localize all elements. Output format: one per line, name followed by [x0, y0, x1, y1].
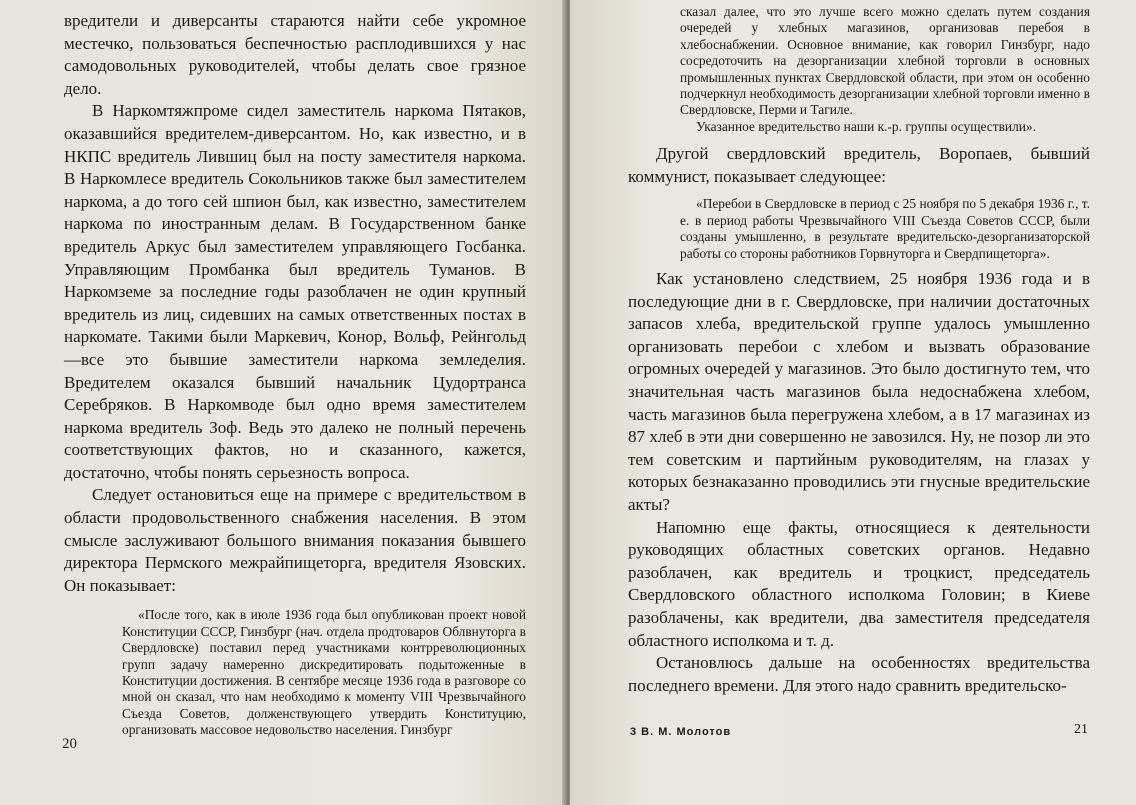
quote-text: «После того, как в июле 1936 года был опубликован проект новой Конституции СССР, Гинзбург (нач. отдела продтоваров Облвнуторга в Свердловске) поставил перед участниками контрреволюционных групп задачу намеренно дискредитировать подытоженные в Конституции достижения. В сентябре месяце 1936 года в разговоре со мной он сказал, что нам необходимо к моменту VIII Чрезвычайного Съезда Советов, долженствующего утвердить Конституцию, организовать массовое недовольство населения. Гинзбург	[122, 607, 526, 738]
block-quote	[680, 196, 1090, 262]
right-page	[570, 0, 1136, 805]
paragraph: вредители и диверсанты стараются найти себе укромное местечко, пользоваться беспечностью расплодившихся у нас самодовольных руководителей, чтобы делать свое грязное дело.	[64, 11, 526, 98]
quote-text: сказал далее, что это лучше всего можно сделать путем создания очередей у хлебных магазинов, организовав перебоя в хлебоснабжении. Основное внимание, как говорил Гинзбург, надо сосредоточить на дезорганизации хлебной торговли в основных промышленных пунктах Свердловской области, при этом он особенно подчеркнул необходимость дезорганизации хлебной торговли именно в Свердловске, Перми и Тагиле.	[680, 4, 1090, 118]
block-quote	[680, 4, 1090, 135]
paragraph: В Наркомтяжпроме сидел заместитель наркома Пятаков, оказавшийся вредителем-диверсантом. Но, как известно, и в НКПС вредитель Лившиц был на посту заместителя наркома. В Наркомлесе вредитель Сокольников также был заместителем наркома, а до того сей шпион был, как известно, заместителем наркома по иностранным делам. В Государственном банке вредитель Аркус был заместителем управляющего Госбанка. Управляющим Промбанка был вредитель Туманов. В Наркомземе за последние годы разоблачен не один крупный вредитель из лиц, сидевших на самых ответственных постах в наркомате. Такими были Маркевич, Конор, Вольф, Рейнгольд—все это бывшие заместители наркома земледелия. Вредителем оказался бывший начальник Цудортранса Серебряков. В Наркомводе был одно время заместителем наркома вредитель Зоф. Ведь это далеко не полный перечень соответствующих фактов, но и сказанного, кажется, достаточно, чтобы понять серьезность вопроса.	[64, 101, 526, 482]
block-quote	[122, 607, 526, 738]
paragraph: Другой свердловский вредитель, Воропаев, бывший коммунист, показывает следующее:	[628, 144, 1090, 186]
paragraph: Остановлюсь дальше на особенностях вредительства последнего времени. Для этого надо сравнить вредительско-	[628, 653, 1090, 695]
left-page	[0, 0, 566, 805]
quote-text: Указанное вредительство наши к.-р. группы осуществили».	[696, 118, 1036, 134]
paragraph: Как установлено следствием, 25 ноября 1936 года и в последующие дни в г. Свердловске, при наличии достаточных запасов хлеба, вредительской группе удалось умышленно организовать перебои с хлебом и вызвать образование огромных очередей у магазинов. Это было достигнуто тем, что значительная часть магазинов была недоснабжена хлебом, часть магазинов была перегружена хлебом, а в 17 магазинах из 87 хлеб в эти дни совершенно не завозился. Ну, не позор ли это тем советским и партийным руководителям, на глазах у которых безнаказанно проводились эти гнусные вредительские акты?	[628, 269, 1090, 514]
signature-mark: 3 В. М. Молотов	[630, 726, 732, 738]
quote-text: «Перебои в Свердловске в период с 25 ноября по 5 декабря 1936 г., т. е. в период работы Чрезвычайного VIII Съезда Советов СССР, были созданы умышленно, в результате вредительско-дезорганизаторской работы со стороны работников Горвнуторга и Свердпищеторга».	[680, 196, 1090, 261]
paragraph: Напомню еще факты, относящиеся к деятельности руководящих областных советских органов. Недавно разоблачен, как вредитель и троцкист, председатель Свердловского областного исполкома Головин; в Киеве разоблачены, как вредители, два заместителя председателя областного исполкома и т. д.	[628, 517, 1090, 650]
page-number: 21	[1074, 722, 1088, 737]
paragraph: Следует остановиться еще на примере с вредительством в области продовольственного снабжения населения. В этом смысле заслуживают большого внимания показания бывшего директора Пермского межрайпищеторга, вредителя Язовских. Он показывает:	[64, 485, 526, 595]
page-number: 20	[62, 736, 77, 752]
left-text-column	[64, 10, 526, 739]
right-text-column	[628, 4, 1090, 697]
